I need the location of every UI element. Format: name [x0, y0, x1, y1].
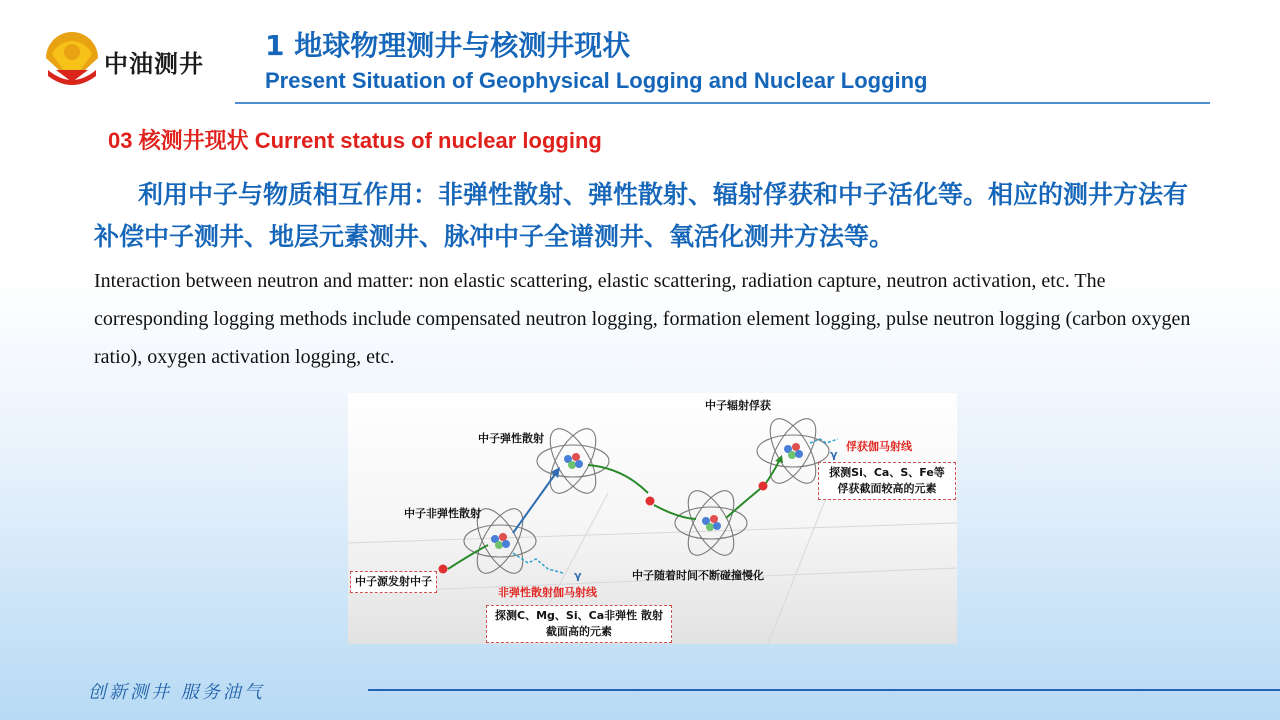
footer-divider: [368, 689, 1280, 691]
gamma-symbol-inelastic: γ: [574, 569, 582, 582]
gamma-symbol-capture: γ: [830, 448, 838, 461]
page-subtitle: Present Situation of Geophysical Logging and Nuclear Logging: [265, 68, 928, 93]
logo-emblem-icon: [42, 30, 102, 86]
footer-slogan: 创新测井 服务油气: [88, 682, 265, 703]
label-elastic-scattering: 中子弹性散射: [478, 432, 544, 445]
neutron-interaction-figure: [348, 393, 957, 644]
label-inelastic-scattering: 中子非弹性散射: [404, 507, 481, 520]
label-inelastic-gamma: 非弹性散射伽马射线: [498, 586, 597, 599]
title-divider: [235, 102, 1210, 104]
box-capture-elements: 探测Si、Ca、S、Fe等 俘获截面较高的元素: [818, 462, 956, 500]
page-title: 1 地球物理测井与核测井现状: [265, 29, 631, 62]
label-slowing-down: 中子随着时间不断碰撞慢化: [632, 569, 764, 582]
section-heading: 03 核测井现状 Current status of nuclear logging: [108, 128, 602, 153]
english-paragraph: Interaction between neutron and matter: non elastic scattering, elastic scattering, radiation capture, neutron activation, etc. The corresponding logging methods include compensated neutron logging, formation element logging, pulse neutron logging (carbon oxygen ratio), oxygen activation logging, etc.: [94, 270, 1191, 368]
chinese-paragraph: 利用中子与物质相互作用：非弹性散射、弹性散射、辐射俘获和中子活化等。相应的测井方法有补偿中子测井、地层元素测井、脉冲中子全谱测井、氧活化测井方法等。: [94, 180, 1189, 251]
logo-text: 中油测井: [104, 50, 204, 78]
box-neutron-source: 中子源发射中子: [350, 571, 437, 593]
label-capture-gamma: 俘获伽马射线: [846, 440, 912, 453]
box-inelastic-elements: 探测C、Mg、Si、Ca非弹性 散射截面高的元素: [486, 605, 672, 643]
label-radiative-capture: 中子辐射俘获: [705, 399, 771, 412]
